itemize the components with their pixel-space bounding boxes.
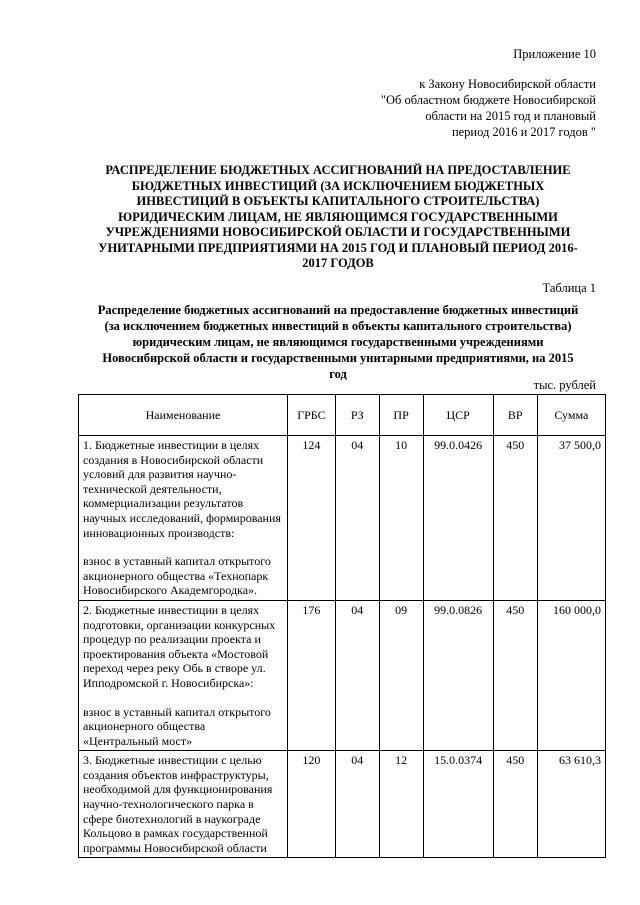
pr-cell: 10 — [379, 436, 423, 601]
sum-cell: 160 000,0 — [537, 600, 605, 750]
table-row — [79, 751, 606, 858]
appendix-header — [381, 46, 596, 140]
pr-cell: 09 — [379, 600, 423, 750]
rz-cell: 04 — [335, 600, 379, 750]
csr-cell: 99.0.0426 — [423, 436, 493, 601]
column-header-grbs: ГРБС — [287, 395, 335, 436]
title-line: УНИТАРНЫМИ ПРЕДПРИЯТИЯМИ НА 2015 ГОД И ПЛАНОВЫЙ ПЕРИОД 2016- — [98, 240, 578, 255]
rz-cell: 04 — [335, 436, 379, 601]
document-title — [78, 163, 598, 272]
subtitle-line: год — [329, 367, 347, 381]
vr-cell: 450 — [493, 751, 537, 858]
grbs-cell: 176 — [287, 600, 335, 750]
subtitle-line: (за исключением бюджетных инвестиций в объекты капитального строительства) — [104, 319, 572, 333]
csr-cell: 99.0.0826 — [423, 600, 493, 750]
law-reference-line: "Об областном бюджете Новосибирской — [380, 93, 596, 107]
subtitle-line: юридическим лицам, не являющимся государственными учреждениями — [132, 335, 544, 349]
subtitle-line: Распределение бюджетных ассигнований на предоставление бюджетных инвестиций — [97, 303, 579, 317]
column-header-sum: Сумма — [537, 395, 605, 436]
subtitle-line: Новосибирской области и государственными унитарными предприятиями, на 2015 — [102, 351, 574, 365]
title-line: РАСПРЕДЕЛЕНИЕ БЮДЖЕТНЫХ АССИГНОВАНИЙ НА ПРЕДОСТАВЛЕНИЕ — [105, 163, 571, 177]
table-row — [79, 436, 606, 601]
grbs-cell: 120 — [287, 751, 335, 858]
title-line: ИНВЕСТИЦИЙ В ОБЪЕКТЫ КАПИТАЛЬНОГО СТРОИТЕЛЬСТВА) — [136, 194, 540, 208]
budget-table — [78, 394, 606, 858]
sum-cell: 37 500,0 — [537, 436, 605, 601]
row-name-cell — [79, 436, 288, 601]
sum-cell: 63 610,3 — [537, 751, 605, 858]
row-description: 3. Бюджетные инвестиции с целью создания объектов инфраструктуры, необходимой для функционирования научно-технологического парка в сфере биотехнологий в наукограде Кольцово в рамках государственной программы Новосибирской области — [83, 753, 273, 855]
vr-cell: 450 — [493, 436, 537, 601]
vr-cell: 450 — [493, 600, 537, 750]
table-row — [79, 600, 606, 750]
table-header-row — [79, 395, 606, 436]
pr-cell: 12 — [379, 751, 423, 858]
column-header-pr: ПР — [379, 395, 423, 436]
title-line: 2017 ГОДОВ — [302, 256, 374, 270]
title-line: БЮДЖЕТНЫХ ИНВЕСТИЦИЙ (ЗА ИСКЛЮЧЕНИЕМ БЮДЖЕТНЫХ — [131, 178, 545, 193]
column-header-vr: ВР — [493, 395, 537, 436]
table-label: Таблица 1 — [542, 281, 596, 295]
column-header-rz: РЗ — [335, 395, 379, 436]
row-description: 2. Бюджетные инвестиции в целях подготовки, организации конкурсных процедур по реализации проекта и проектирования объекта «Мостовой переход через реку Обь в створе ул. Ипподромской г. Новосибирска»: — [83, 602, 276, 690]
column-header-csr: ЦСР — [423, 395, 493, 436]
law-reference-line: период 2016 и 2017 годов " — [451, 125, 596, 139]
row-description: 1. Бюджетные инвестиции в целях создания в Новосибирской области условий для развития научно-технической деятельности, коммерциализации результатов научных исследований, формирования инновационных производств: — [83, 438, 281, 540]
row-name-cell — [79, 751, 288, 858]
appendix-number: Приложение 10 — [513, 47, 596, 61]
law-reference-line: к Закону Новосибирской области — [419, 77, 596, 91]
row-name-cell — [79, 600, 288, 750]
grbs-cell: 124 — [287, 436, 335, 601]
title-line: УЧРЕЖДЕНИЯМИ НОВОСИБИРСКОЙ ОБЛАСТИ И ГОСУДАРСТВЕННЫМИ — [105, 225, 571, 239]
law-reference-line: области на 2015 год и плановый — [425, 109, 596, 123]
rz-cell: 04 — [335, 751, 379, 858]
title-line: ЮРИДИЧЕСКИМ ЛИЦАМ, НЕ ЯВЛЯЮЩИМСЯ ГОСУДАРСТВЕННЫМИ — [118, 209, 558, 224]
row-subdescription: взнос в уставный капитал открытого акционерного общества «Центральный мост» — [83, 704, 271, 748]
csr-cell: 15.0.0374 — [423, 751, 493, 858]
units-label: тыс. рублей — [533, 378, 596, 392]
row-subdescription: взнос в уставный капитал открытого акционерного общества «Технопарк Новосибирского Академгородка». — [83, 554, 271, 598]
column-header-name: Наименование — [79, 395, 288, 436]
table-subtitle — [78, 302, 598, 382]
